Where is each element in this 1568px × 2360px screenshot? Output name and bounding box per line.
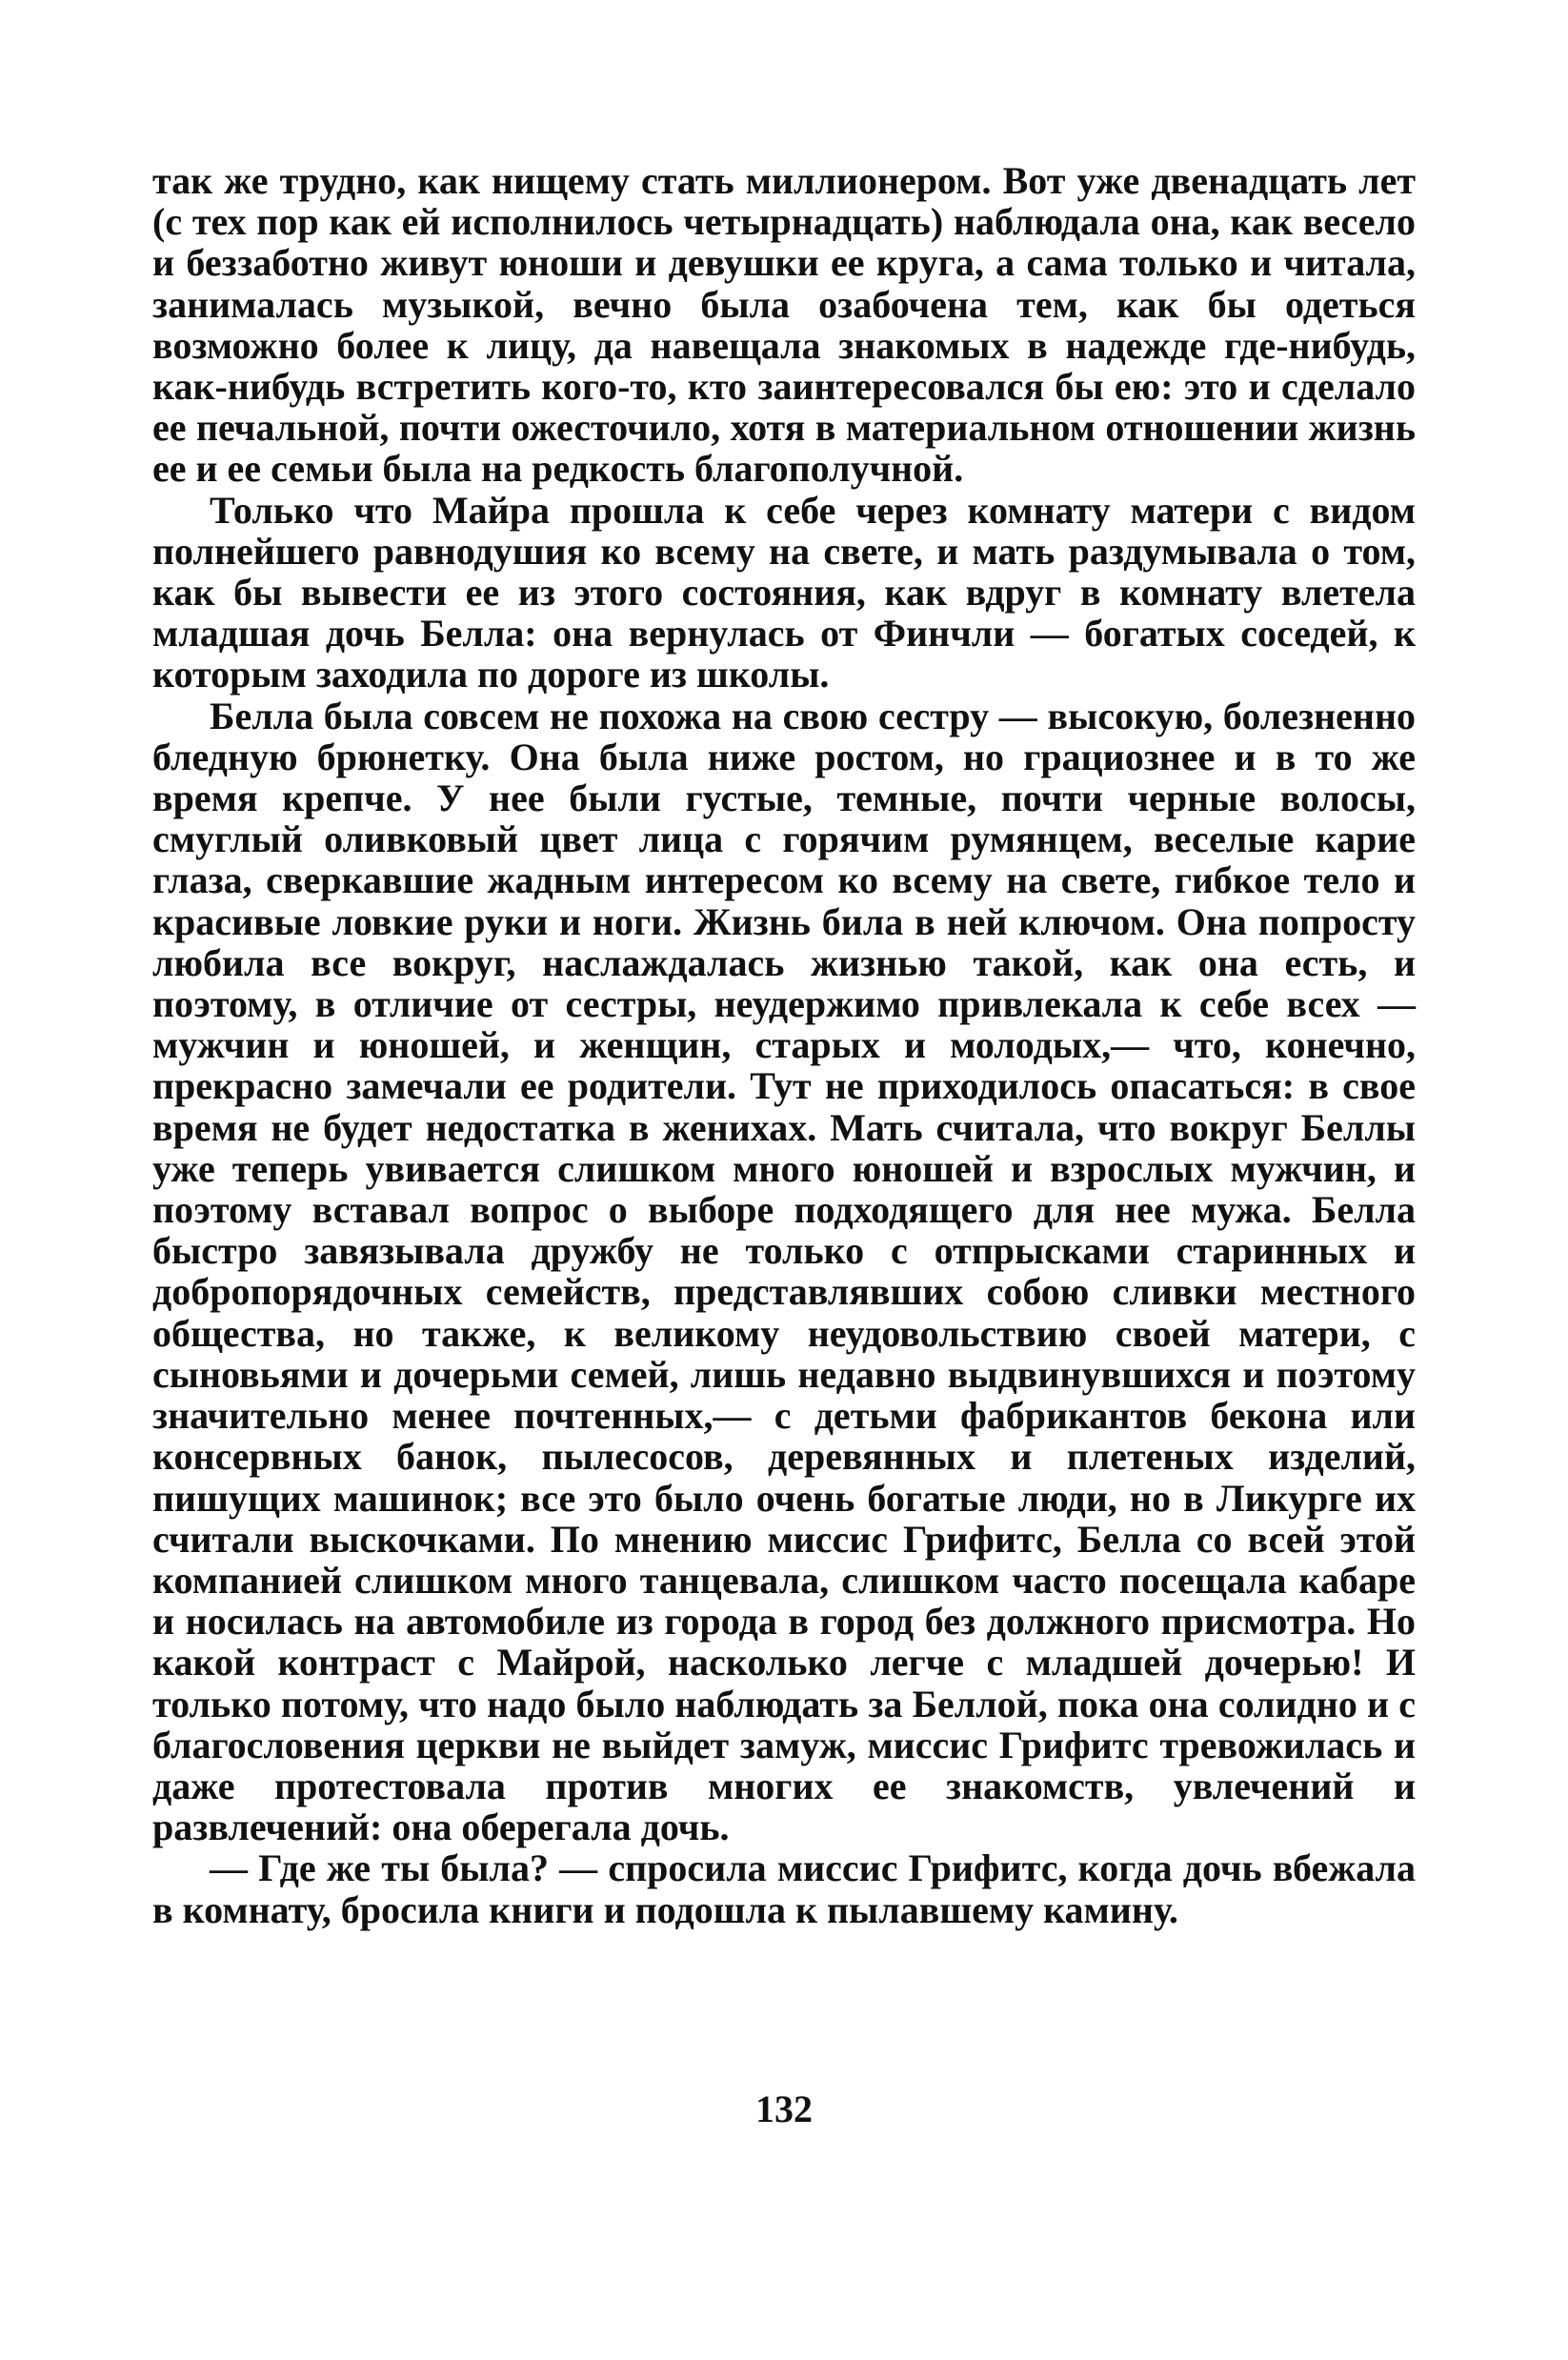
page-number: 132 [755,2088,813,2130]
page-body [152,160,1416,1930]
paragraph-4: — Где же ты была? — спросила миссис Грифитс, когда дочь вбежала в комнату, бросила книги и подошла к пылавшему камину. [152,1846,1416,1931]
paragraph-3: Белла была совсем не похожа на свою сестру — высокую, болезненно бледную брюнетку. Она была ниже ростом, но грациознее и в то же время крепче. У нее были густые, темные, почти черные волосы, смуглый оливковый цвет лица с горячим румянцем, веселые карие глаза, сверкавшие жадным интересом ко всему на свете, гибкое тело и красивые ловкие руки и ноги. Жизнь била в ней ключом. Она попросту любила все вокруг, наслаждалась жизнью такой, как она есть, и поэтому, в отличие от сестры, неудержимо привлекала к себе всех — мужчин и юношей, и женщин, старых и молодых,— что, конечно, прекрасно замечали ее родители. Тут не приходилось опасаться: в свое время не будет недостатка в женихах. Мать считала, что вокруг Беллы уже теперь увивается слишком много юношей и взрослых мужчин, и поэтому вставал вопрос о выборе подходящего для нее мужа. Белла быстро завязывала дружбу не только с отпрысками старинных и добропорядочных семейств, представлявших собою сливки местного общества, но также, к великому неудовольствию своей матери, с сыновьями и дочерьми семей, лишь недавно выдвинувшихся и поэтому значительно менее почтенных,— с детьми фабрикантов бекона или консервных банок, пылесосов, деревянных и плетеных изделий, пишущих машинок; все это было очень богатые люди, но в Ликурге их считали выскочками. По мнению миссис Грифитс, Белла со всей этой компанией слишком много танцевала, слишком часто посещала кабаре и носилась на автомобиле из города в город без должного присмотра. Но какой контраст с Майрой, насколько легче с младшей дочерью! И только потому, что надо было наблюдать за Беллой, пока она солидно и с благословения церкви не выйдет замуж, миссис Грифитс тревожилась и даже протестовала против многих ее знакомств, увлечений и развлечений: она оберегала дочь. [152,694,1416,1849]
paragraph-1: так же трудно, как нищему стать миллионером. Вот уже двенадцать лет (с тех пор как ей исполнилось четырнадцать) наблюдала она, как весело и беззаботно живут юноши и девушки ее круга, а сама только и читала, занималась музыкой, вечно была озабочена тем, как бы одеться возможно более к лицу, да навещала знакомых в надежде где-нибудь, как-нибудь встретить кого-то, кто заинтересовался бы ею: это и сделало ее печальной, почти ожесточило, хотя в материальном отношении жизнь ее и ее семьи была на редкость благополучной. [152,159,1416,491]
paragraph-2: Только что Майра прошла к себе через комнату матери с видом полнейшего равнодушия ко всему на свете, и мать раздумывала о том, как бы вывести ее из этого состояния, как вдруг в комнату влетела младшая дочь Белла: она вернулась от Финчли — богатых соседей, к которым заходила по дороге из школы. [152,488,1416,696]
